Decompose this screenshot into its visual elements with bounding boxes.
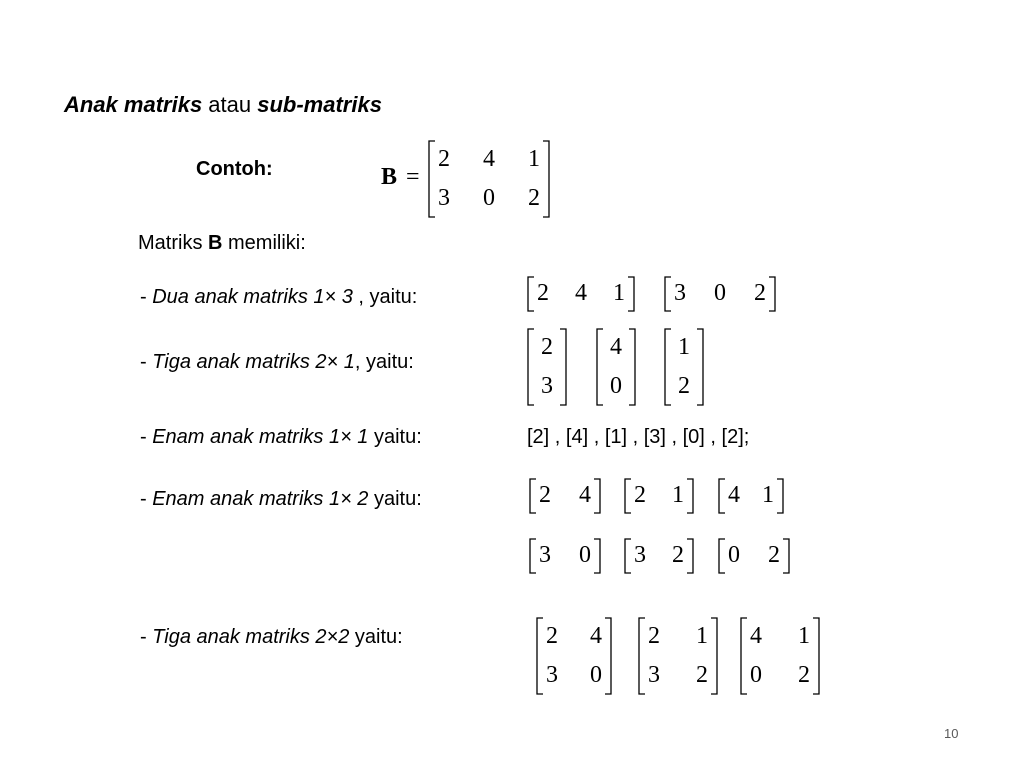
- matrix-cell: 3: [438, 184, 450, 211]
- submatrix-2x1-b: [596, 328, 636, 406]
- item-dash: -: [140, 426, 153, 448]
- title-atau: atau: [202, 92, 258, 117]
- matrix-cell: 1: [798, 622, 810, 649]
- submatrix-1x2-b: [624, 478, 694, 514]
- right-bracket: [629, 329, 635, 405]
- matrix-cell: 2: [768, 542, 780, 568]
- matrix-cell: 2: [648, 622, 660, 649]
- submatrix-1x3-a: [527, 276, 635, 312]
- item-text: Tiga anak matriks 2×2: [152, 626, 355, 648]
- matrix-cell: 1: [613, 280, 625, 306]
- submatrix-1x2-c: [718, 478, 784, 514]
- item-1x3: [140, 286, 417, 309]
- matrix-b-equals: =: [406, 164, 420, 190]
- submatrix-2x2-a: [536, 617, 612, 695]
- item-1x2: [140, 488, 422, 511]
- item-text: Enam anak matriks 1× 1: [152, 426, 369, 448]
- matrix-cell: 2: [546, 622, 558, 649]
- item-suffix: yaitu:: [368, 488, 422, 510]
- matrix-cell: 3: [546, 661, 558, 688]
- matrix-b-name: B: [381, 164, 398, 190]
- item-1x1: [140, 426, 422, 449]
- example-label: Contoh:: [196, 158, 273, 180]
- left-bracket: [597, 329, 603, 405]
- matrix-cell: 2: [539, 482, 551, 508]
- matrix-cell: 0: [750, 661, 762, 688]
- matrix-cell: 0: [590, 661, 602, 688]
- matrix-cell: 2: [541, 333, 553, 360]
- page-number: 10: [944, 726, 959, 741]
- matrix-cell: 2: [438, 145, 450, 172]
- item-2x2: [140, 626, 403, 649]
- matrix-cell: 2: [798, 661, 810, 688]
- right-bracket: [697, 329, 703, 405]
- matrix-cell: 1: [762, 482, 774, 508]
- item-text: Tiga anak matriks 2× 1: [152, 351, 355, 373]
- right-bracket: [560, 329, 566, 405]
- matrix-cell: 0: [483, 184, 495, 211]
- left-bracket: [665, 329, 671, 405]
- matrix-cell: 0: [610, 372, 622, 399]
- slide-title: [64, 92, 382, 118]
- item-text: Dua anak matriks 1× 3: [152, 286, 353, 308]
- matrix-cell: 0: [579, 542, 591, 568]
- item-dash: -: [140, 286, 153, 308]
- matrix-cell: 3: [541, 372, 553, 399]
- matrix-cell: 4: [610, 333, 622, 360]
- left-bracket: [528, 329, 534, 405]
- matrix-cell: 4: [728, 482, 740, 508]
- submatrix-2x2-c: [740, 617, 820, 695]
- item-dash: -: [140, 626, 153, 648]
- submatrix-1x2-a: [529, 478, 601, 514]
- intro-pre: Matriks: [138, 232, 208, 254]
- item-dash: -: [140, 351, 153, 373]
- matrix-cell: 3: [648, 661, 660, 688]
- title-sub-matriks: sub-matriks: [257, 92, 382, 117]
- matrix-cell: 4: [750, 622, 762, 649]
- matrix-cell: 0: [728, 542, 740, 568]
- item-suffix: , yaitu:: [354, 351, 414, 373]
- matrix-cell: 2: [528, 184, 540, 211]
- intro-post: memiliki:: [222, 232, 306, 254]
- submatrix-2x2-b: [638, 617, 718, 695]
- matrix-cell: 2: [634, 482, 646, 508]
- matrix-cell: 4: [575, 280, 587, 306]
- matrix-cell: 1: [678, 333, 690, 360]
- matrix-cell: 2: [696, 661, 708, 688]
- item-suffix: , yaitu:: [352, 286, 418, 308]
- matrix-b: [428, 140, 550, 218]
- matrix-cell: 4: [590, 622, 602, 649]
- item-suffix: yaitu:: [368, 426, 422, 448]
- item-suffix: yaitu:: [354, 626, 403, 648]
- matrix-cell: 1: [696, 622, 708, 649]
- matrix-cell: 2: [537, 280, 549, 306]
- item-1x1-values: [2] , [4] , [1] , [3] , [0] , [2];: [527, 426, 750, 448]
- item-2x1: [140, 351, 414, 374]
- matrix-cell: 1: [672, 482, 684, 508]
- matrix-cell: 2: [672, 542, 684, 568]
- submatrix-2x1-a: [527, 328, 567, 406]
- matrix-cell: 3: [539, 542, 551, 568]
- matrix-cell: 3: [634, 542, 646, 568]
- matrix-cell: 1: [528, 145, 540, 172]
- item-text: Enam anak matriks 1× 2: [152, 488, 369, 510]
- item-dash: -: [140, 488, 153, 510]
- matrix-cell: 2: [754, 280, 766, 306]
- submatrix-1x2-d: [529, 538, 601, 574]
- intro-bold-b: B: [208, 232, 223, 254]
- matrix-cell: 3: [674, 280, 686, 306]
- matrix-cell: 2: [678, 372, 690, 399]
- submatrix-1x3-b: [664, 276, 776, 312]
- intro-line: [138, 232, 306, 255]
- title-anak-matriks: Anak matriks: [64, 92, 203, 117]
- submatrix-2x1-c: [664, 328, 704, 406]
- submatrix-1x2-e: [624, 538, 694, 574]
- matrix-cell: 0: [714, 280, 726, 306]
- matrix-cell: 4: [483, 145, 495, 172]
- matrix-cell: 4: [579, 482, 591, 508]
- submatrix-1x2-f: [718, 538, 790, 574]
